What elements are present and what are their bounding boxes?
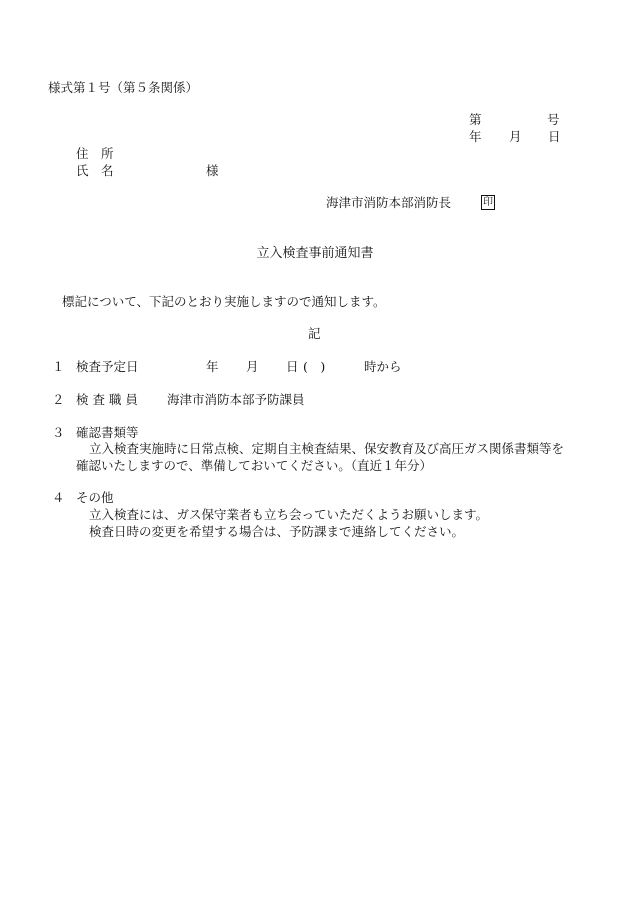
item1-year: 年 <box>206 359 219 374</box>
ki-label: 記 <box>308 326 321 341</box>
item1-time: 時から <box>364 359 402 374</box>
item2-number: ２ <box>52 392 65 407</box>
ref-number-prefix: 第 <box>469 112 482 127</box>
item3-line2: 確認いたしますので、準備しておいてください。（直近１年分） <box>76 458 433 473</box>
item1-month: 月 <box>246 359 259 374</box>
address-label: 住 所 <box>76 146 114 161</box>
item4-line1: 立入検査には、ガス保守業者も立ち会っていただくようお願いします。 <box>89 507 489 522</box>
date-day: 日 <box>548 129 561 144</box>
seal-icon: 印 <box>483 197 493 208</box>
document-title: 立入検査事前通知書 <box>256 246 374 261</box>
item4-line2: 検査日時の変更を希望する場合は、予防課まで連絡してください。 <box>89 524 465 539</box>
honorific: 様 <box>206 163 219 178</box>
name-label: 氏 名 <box>76 163 114 178</box>
item1-label: 検査予定日 <box>76 359 139 374</box>
date-month: 月 <box>509 129 522 144</box>
sender-title: 海津市消防本部消防長 <box>326 195 452 210</box>
form-label: 様式第１号（第５条関係） <box>48 80 199 95</box>
item2-label: 検 査 職 員 <box>76 392 138 407</box>
item1-number: １ <box>52 359 65 374</box>
date-year: 年 <box>469 129 482 144</box>
item1-weekday: ( ) <box>303 359 326 374</box>
ref-number-suffix: 号 <box>547 112 560 127</box>
item3-line1: 立入検査実施時に日常点検、定期自主検査結果、保安教育及び高圧ガス関係書類等を <box>89 441 565 456</box>
item3-number: ３ <box>52 425 65 440</box>
item3-label: 確認書類等 <box>76 425 139 440</box>
item4-label: その他 <box>76 490 114 505</box>
item2-value: 海津市消防本部予防課員 <box>167 392 305 407</box>
item4-number: ４ <box>52 490 65 505</box>
intro-text: 標記について、下記のとおり実施しますので通知します。 <box>62 294 386 309</box>
seal-mark <box>481 195 495 210</box>
item1-day: 日 <box>286 359 299 374</box>
